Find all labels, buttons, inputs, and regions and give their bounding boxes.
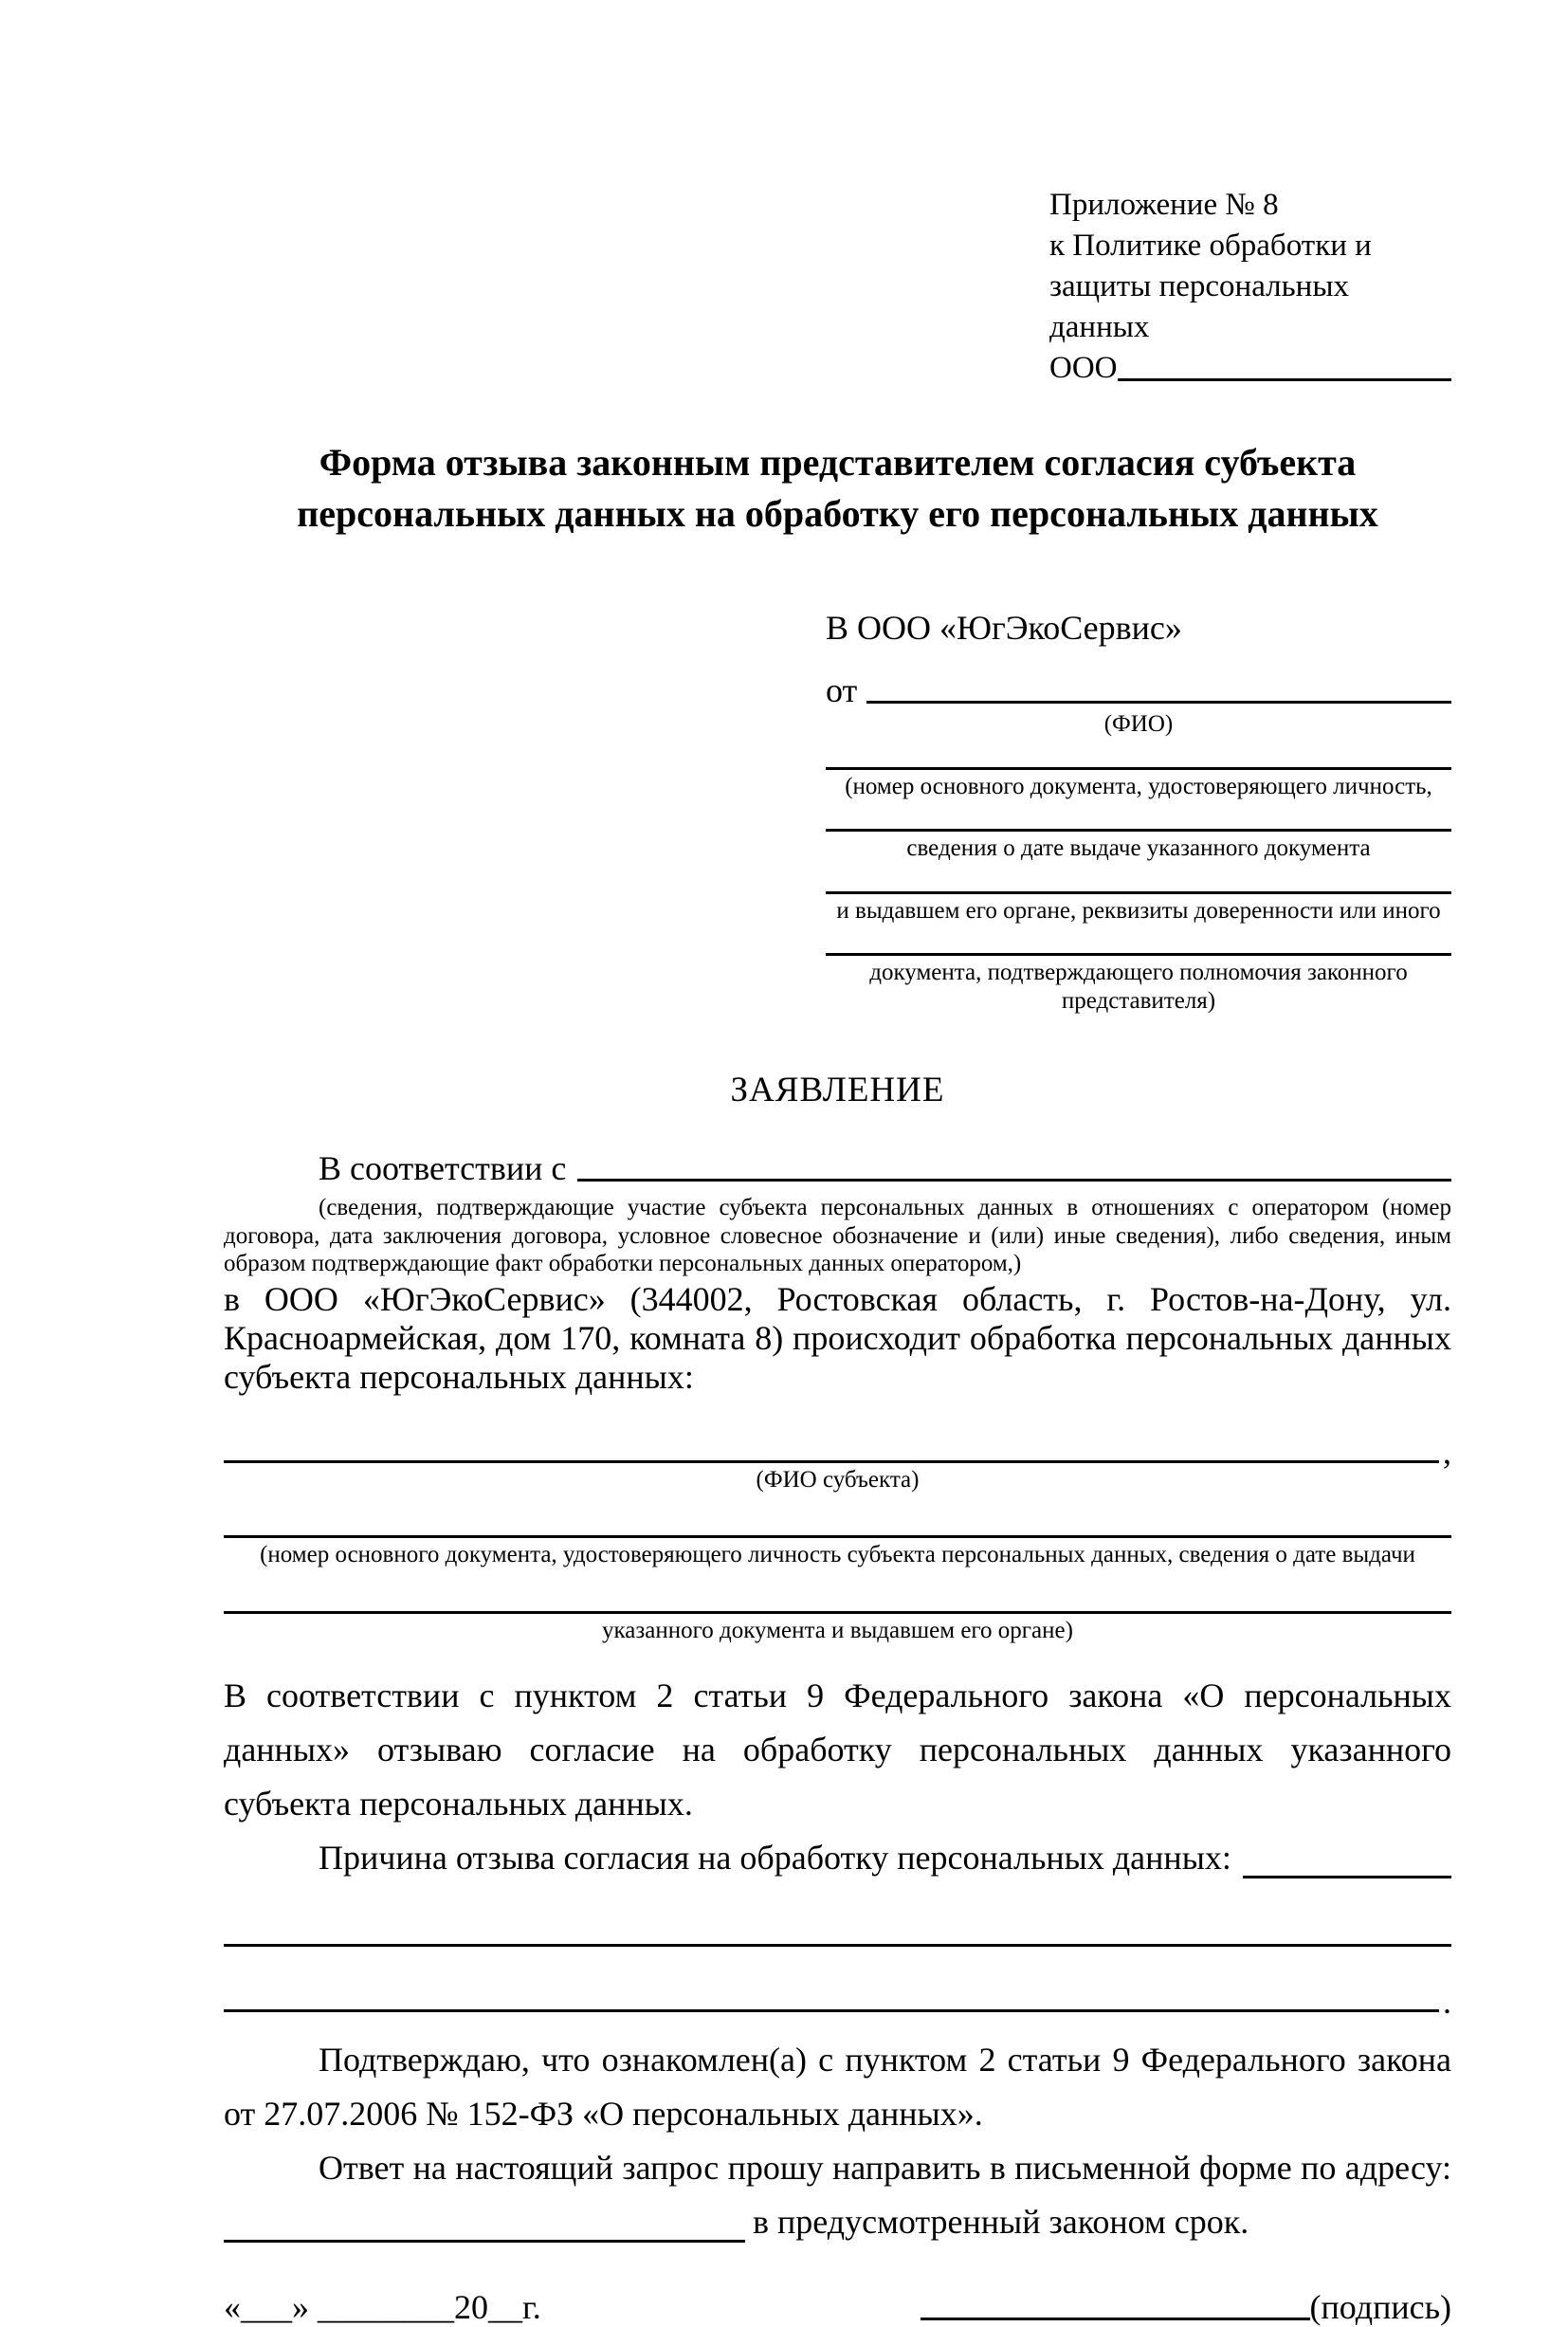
appendix-org-row [1049, 348, 1451, 389]
reply-address-row [224, 2195, 1451, 2249]
id-document-caption-4: документа, подтверждающего полномочия законного представителя) [869, 960, 1408, 1014]
subject-fio-row [224, 1433, 1451, 1472]
subject-doc-caption-1: (номер основного документа, удостоверяющего личность субъекта персональных данных, сведения о дате выдачи [260, 1542, 1415, 1568]
form-title [224, 437, 1451, 540]
signature-row [224, 2287, 1451, 2327]
form-title-line-2: персональных данных на обработку его персональных данных [297, 492, 1378, 536]
from-label: от [826, 671, 858, 710]
accordance-note: (сведения, подтверждающие участие субъекта персональных данных в отношениях с оператором (номер договора, дата заключения договора, условное словесное обозначение и (или) иные сведения), либо сведения, иным образом подтверждающие факт обработки персональных данных оператором,) [224, 1195, 1451, 1277]
appendix-line-1: Приложение № 8 [1049, 188, 1279, 222]
reason-blank-line-1[interactable] [224, 1944, 1451, 1947]
subject-doc-caption-2: указанного документа и выдавшем его органе) [602, 1617, 1073, 1643]
id-document-line-4[interactable] [826, 953, 1451, 956]
appendix-line-3: защиты персональных данных [1049, 268, 1349, 344]
date-field[interactable]: «___» ________20__г. [224, 2287, 541, 2326]
signature-caption: (подпись) [1309, 2287, 1451, 2326]
reason-blank-line-2-row [224, 1982, 1451, 2021]
withdrawal-paragraph: В соответствии с пунктом 2 статьи 9 Федерального закона «О персональных данных» отзываю согласие на обработку персональных данных указанного субъекта персональных данных. [224, 1677, 1451, 1823]
id-document-field-2 [826, 829, 1451, 863]
subject-fio-caption: (ФИО субъекта) [756, 1466, 920, 1493]
reply-paragraph: Ответ на настоящий запрос прошу направить в письменной форме по адресу: [319, 2148, 1451, 2187]
signature-field[interactable] [921, 2318, 1310, 2320]
subject-doc-line-2[interactable] [224, 1611, 1451, 1614]
spacer [224, 2249, 1451, 2287]
confirmation-paragraph: Подтверждаю, что ознакомлен(а) с пунктом 2 статьи 9 Федерального закона от 27.07.2006 № 152-ФЗ «О персональных данных». [224, 2041, 1451, 2134]
addressee-organization: В ООО «ЮгЭкоСервис» [826, 609, 1182, 648]
from-row [826, 670, 1451, 710]
form-title-line-1: Форма отзыва законным представителем согласия субъекта [319, 441, 1357, 485]
id-document-line-1[interactable] [826, 767, 1451, 770]
id-document-caption-1: (номер основного документа, удостоверяющего личность, [845, 773, 1432, 799]
representative-name-field[interactable] [866, 701, 1451, 704]
appendix-line-2: к Политике обработки и [1049, 228, 1372, 263]
reply-address-field[interactable] [224, 2240, 745, 2243]
reason-label: Причина отзыва согласия на обработку персональных данных: [319, 1838, 1231, 1877]
reason-blank-line-2[interactable] [224, 2009, 1439, 2012]
id-document-caption-2: сведения о дате выдаче указанного документа [906, 835, 1371, 862]
processing-paragraph: в ООО «ЮгЭкоСервис» (344002, Ростовская область, г. Ростов-на-Дону, ул. Красноармейская, дом 170, комната 8) происходит обработка персональных данных субъекта персональных данных: [224, 1279, 1451, 1397]
fio-caption: (ФИО) [1103, 711, 1174, 738]
reason-row [224, 1831, 1451, 1885]
reason-blank-suffix: . [1443, 1982, 1451, 2021]
id-document-field-1 [826, 767, 1451, 801]
accordance-row [224, 1148, 1451, 1188]
reply-tail-text: в предусмотренный законом срок. [753, 2202, 1249, 2241]
accordance-label: В соответствии с [319, 1149, 567, 1188]
subject-fio-line[interactable] [224, 1460, 1439, 1463]
org-prefix: ООО [1049, 350, 1118, 385]
appendix-note [1049, 185, 1451, 388]
org-name-blank-field[interactable] [1118, 378, 1452, 381]
id-document-line-2[interactable] [826, 829, 1451, 832]
id-document-caption-3: и выдавшем его органе, реквизиты доверенности или иного [836, 897, 1441, 924]
id-document-field-3 [826, 891, 1451, 925]
id-document-line-3[interactable] [826, 891, 1451, 894]
reason-blank-field[interactable] [1243, 1876, 1451, 1878]
signature-block [921, 2287, 1451, 2327]
id-document-field-4 [826, 953, 1451, 1015]
subject-fio-suffix: , [1443, 1433, 1451, 1472]
addressee-block [826, 608, 1451, 1015]
accordance-blank-field[interactable] [577, 1179, 1451, 1182]
subject-doc-line-1[interactable] [224, 1535, 1451, 1538]
statement-heading: ЗАЯВЛЕНИЕ [730, 1071, 945, 1110]
